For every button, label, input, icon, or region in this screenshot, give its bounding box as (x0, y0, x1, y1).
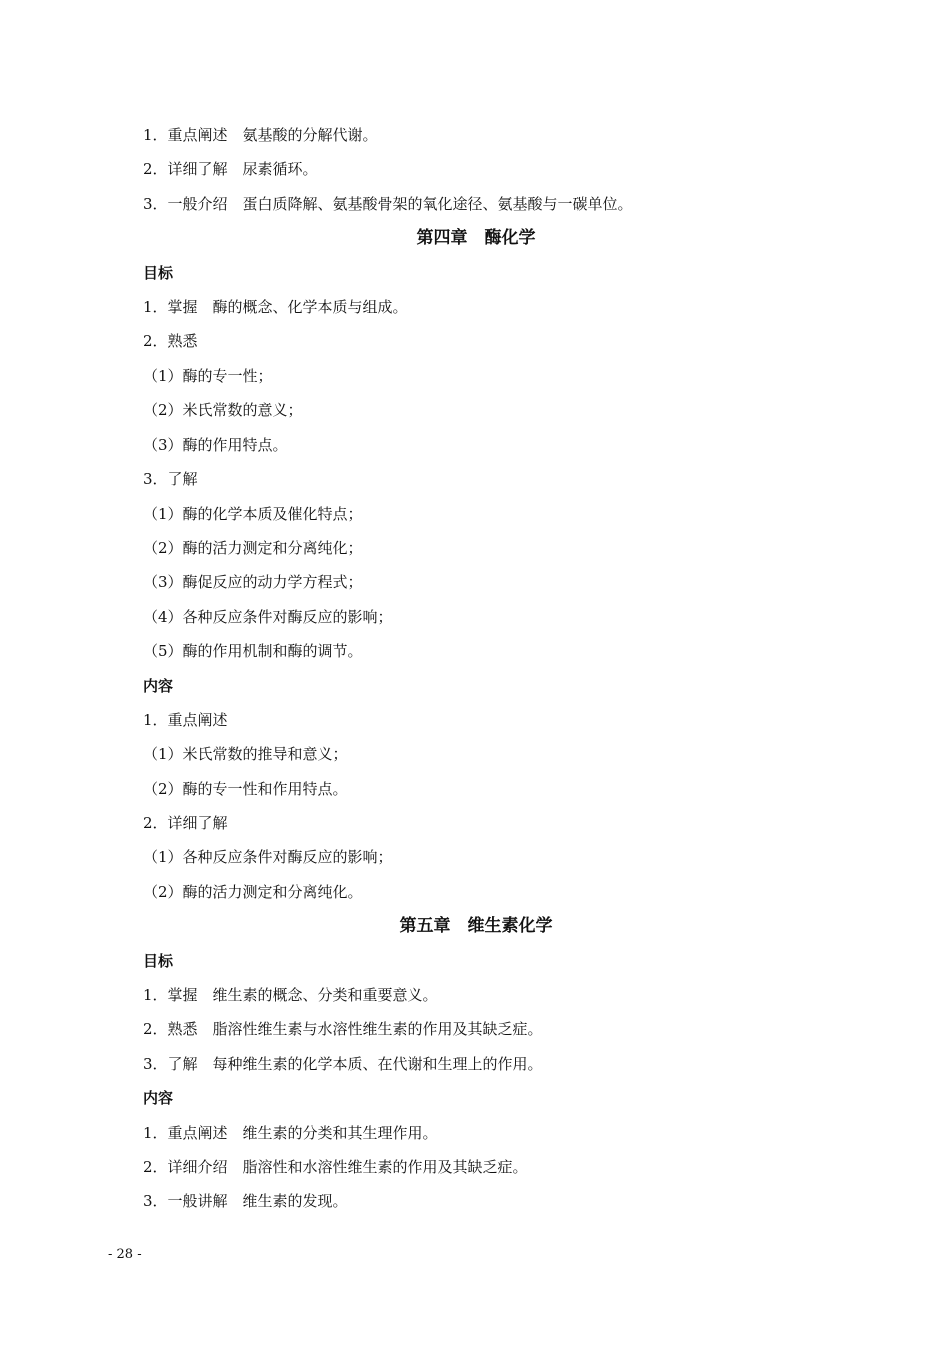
list-item: （2）酶的活力测定和分离纯化； (143, 539, 363, 557)
chapter-title: 第四章 酶化学 (416, 228, 536, 248)
list-item: 1．重点阐述 氨基酸的分解代谢。 (143, 126, 378, 144)
list-item: 3．一般讲解 维生素的发现。 (143, 1192, 348, 1210)
list-item: （2）酶的活力测定和分离纯化。 (143, 883, 363, 901)
list-item: 1．掌握 酶的概念、化学本质与组成。 (143, 298, 408, 316)
section-heading: 目标 (143, 952, 174, 970)
list-item: （1）酶的化学本质及催化特点； (143, 505, 363, 523)
list-item: （3）酶促反应的动力学方程式； (143, 573, 363, 591)
list-item: 2．熟悉 脂溶性维生素与水溶性维生素的作用及其缺乏症。 (143, 1020, 543, 1038)
list-item: 1．重点阐述 维生素的分类和其生理作用。 (143, 1124, 438, 1142)
chapter-title: 第五章 维生素化学 (399, 916, 553, 936)
list-item: 2．详细了解 (143, 814, 228, 832)
list-item: （4）各种反应条件对酶反应的影响； (143, 608, 393, 626)
list-item: 3．一般介绍 蛋白质降解、氨基酸骨架的氧化途径、氨基酸与一碳单位。 (143, 195, 633, 213)
list-item: 1．重点阐述 (143, 711, 228, 729)
page-number: - 28 - (108, 1247, 142, 1262)
list-item: （1）酶的专一性； (143, 367, 273, 385)
list-item: （5）酶的作用机制和酶的调节。 (143, 642, 363, 660)
list-item: （1）米氏常数的推导和意义； (143, 745, 348, 763)
list-item: 1．掌握 维生素的概念、分类和重要意义。 (143, 986, 438, 1004)
list-item: （2）米氏常数的意义； (143, 401, 303, 419)
list-item: 2．熟悉 (143, 332, 198, 350)
list-item: 3．了解 每种维生素的化学本质、在代谢和生理上的作用。 (143, 1055, 543, 1073)
list-item: 2．详细介绍 脂溶性和水溶性维生素的作用及其缺乏症。 (143, 1158, 528, 1176)
section-heading: 内容 (143, 1089, 174, 1107)
list-item: 3．了解 (143, 470, 198, 488)
section-heading: 目标 (143, 264, 174, 282)
list-item: （3）酶的作用特点。 (143, 436, 288, 454)
list-item: （2）酶的专一性和作用特点。 (143, 780, 348, 798)
list-item: 2．详细了解 尿素循环。 (143, 160, 318, 178)
list-item: （1）各种反应条件对酶反应的影响； (143, 848, 393, 866)
section-heading: 内容 (143, 677, 174, 695)
